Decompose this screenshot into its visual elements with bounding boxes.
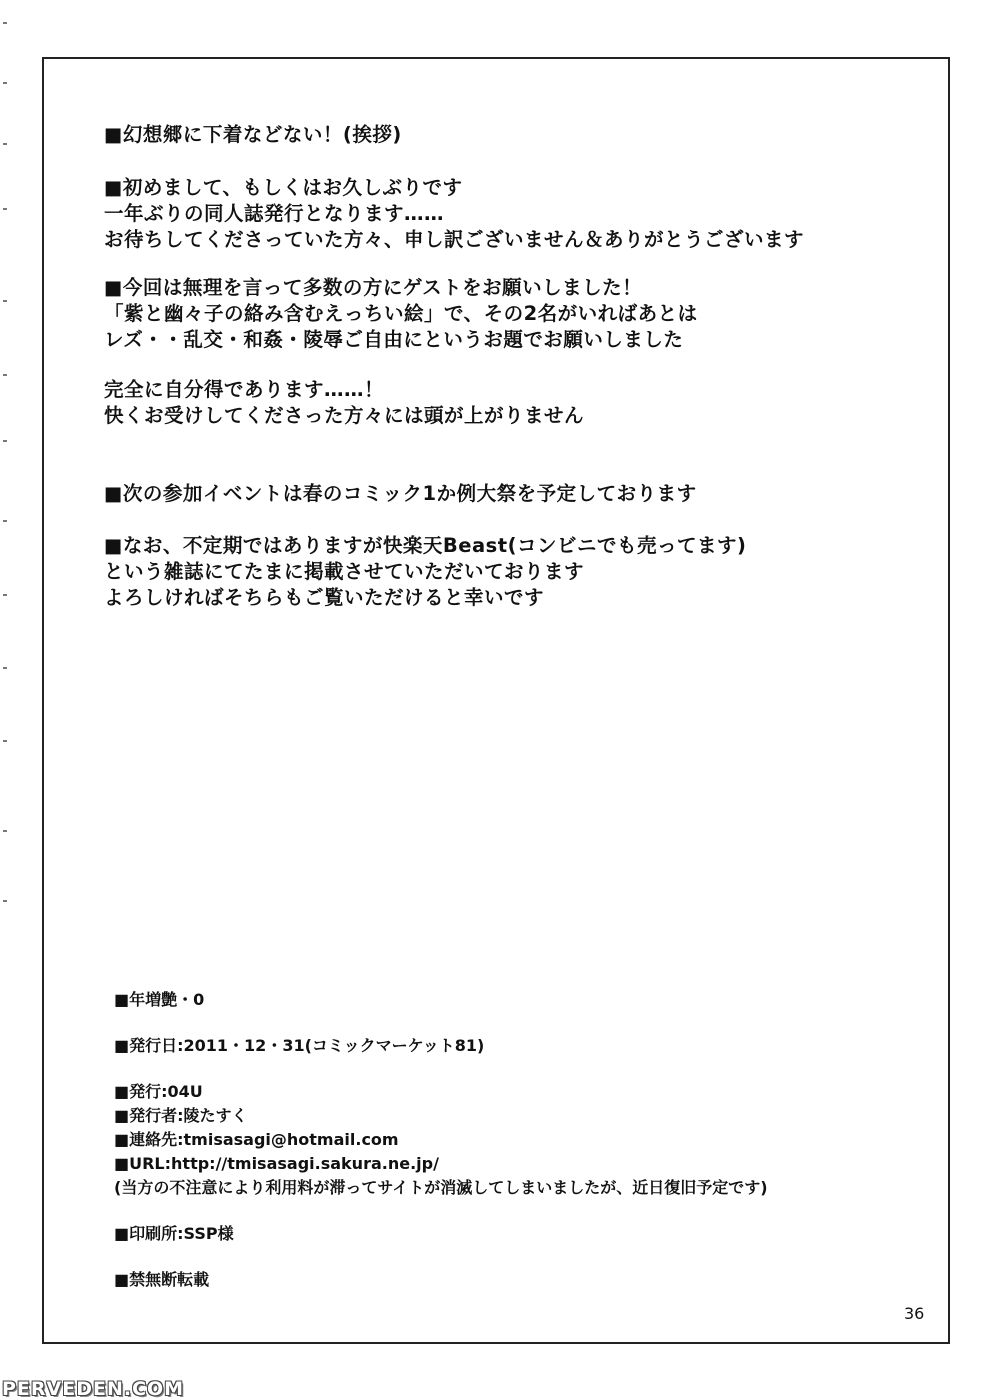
colophon-printer: ■印刷所:SSP様 <box>114 1224 234 1243</box>
scan-mark <box>3 440 7 442</box>
body-line: 「紫と幽々子の絡み含むえっちい絵」で、その2名がいればあとは <box>104 302 698 325</box>
colophon-url: ■URL:http://tmisasagi.sakura.ne.jp/ <box>114 1154 439 1173</box>
scan-mark <box>3 208 7 210</box>
body-line: よろしければそちらもご覧いただけると幸いです <box>104 586 545 609</box>
colophon-title: ■年増艶・0 <box>114 990 205 1009</box>
body-line: 一年ぶりの同人誌発行となります…… <box>104 202 445 225</box>
body-line: という雑誌にてたまに掲載させていただいております <box>104 560 585 583</box>
scan-mark <box>3 374 7 376</box>
body-line: ■なお、不定期ではありますが快楽天Beast(コンビニでも売ってます) <box>104 534 747 557</box>
colophon-date: ■発行日:2011・12・31(コミックマーケット81) <box>114 1036 485 1055</box>
scan-mark <box>3 900 7 902</box>
scan-mark <box>3 143 7 145</box>
heading-greeting: ■幻想郷に下着などない！(挨拶) <box>104 123 402 146</box>
body-line: ■初めまして、もしくはお久しぶりです <box>104 176 463 199</box>
colophon-publisher: ■発行:04U <box>114 1082 203 1101</box>
body-line: ■次の参加イベントは春のコミック1か例大祭を予定しております <box>104 482 697 505</box>
body-line: お待ちしてくださっていた方々、申し訳ございません＆ありがとうございます <box>104 228 805 251</box>
scan-mark <box>3 520 7 522</box>
page-number: 36 <box>904 1304 925 1323</box>
body-line: 快くお受けしてくださった方々には頭が上がりません <box>104 404 585 427</box>
body-line: 完全に自分得であります……！ <box>104 378 385 401</box>
colophon-prohibited: ■禁無断転載 <box>114 1270 210 1289</box>
scan-mark <box>3 740 7 742</box>
colophon-note: (当方の不注意により利用料が滞ってサイトが消滅してしまいましたが、近日復旧予定です) <box>114 1178 768 1197</box>
scan-mark <box>3 594 7 596</box>
body-line: ■今回は無理を言って多数の方にゲストをお願いしました！ <box>104 276 643 299</box>
colophon-issuer: ■発行者:陵たすく <box>114 1106 248 1125</box>
scan-mark <box>3 82 7 84</box>
scan-mark <box>3 22 7 24</box>
scan-mark <box>3 667 7 669</box>
colophon-contact: ■連絡先:tmisasagi@hotmail.com <box>114 1130 399 1149</box>
watermark-logo: PERVEDEN.COM <box>2 1378 185 1400</box>
scan-mark <box>3 300 7 302</box>
scan-mark <box>3 830 7 832</box>
body-line: レズ・・乱交・和姦・陵辱ご自由にというお題でお願いしました <box>104 328 684 351</box>
